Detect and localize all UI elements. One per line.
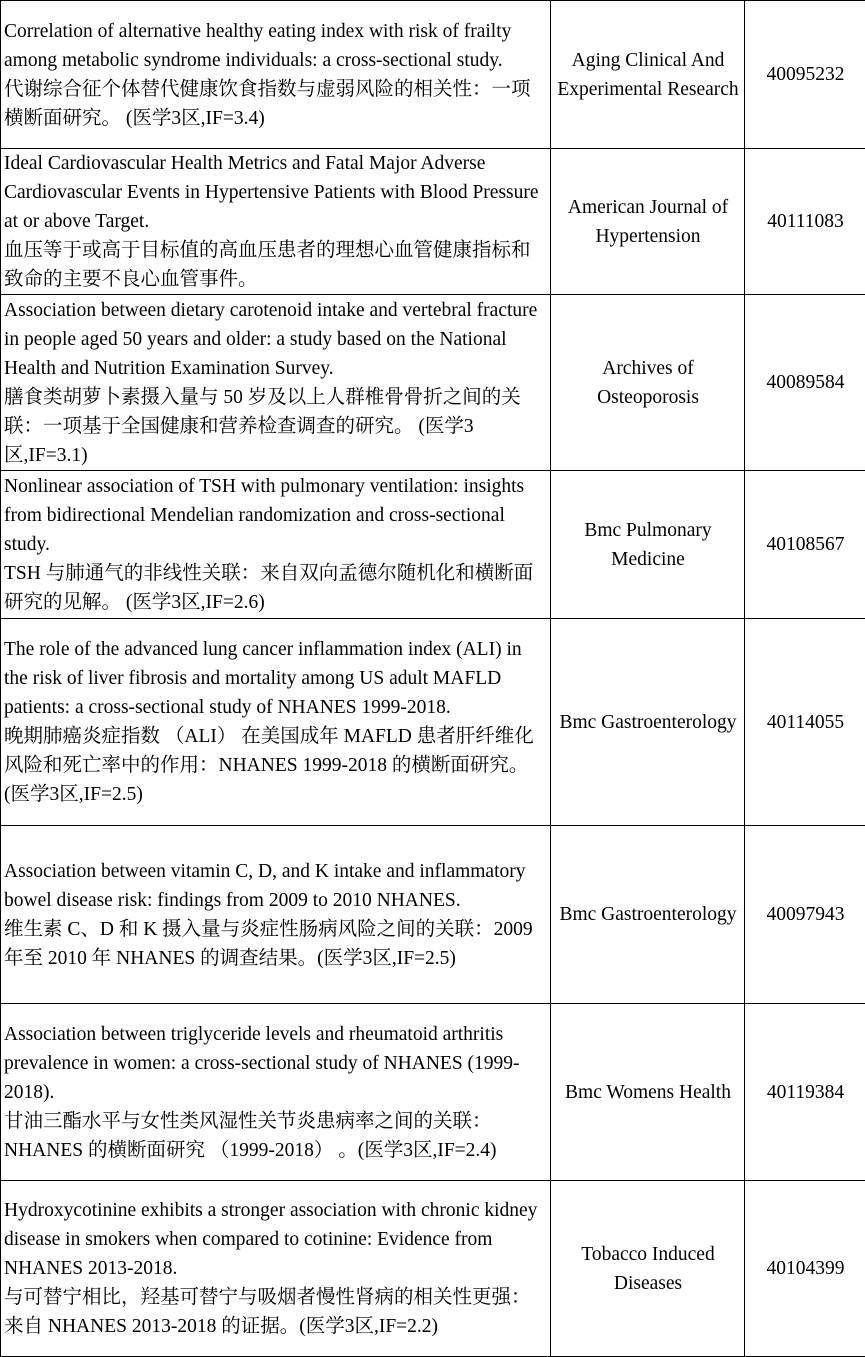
table-row [1,1181,865,1357]
journal-name: Archives of Osteoporosis [551,295,745,471]
paper-title-cell [1,619,551,826]
paper-title-zh: 膳食类胡萝卜素摄入量与 50 岁及以上人群椎骨骨折之间的关联：一项基于全国健康和营养检查调查的研究。 (医学3区,IF=3.1) [4,386,521,466]
paper-title-zh: TSH 与肺通气的非线性关联：来自双向孟德尔随机化和横断面研究的见解。 (医学3区,IF=2.6) [4,563,534,613]
journal-name: Bmc Gastroenterology [551,619,745,826]
paper-title-en: Association between triglyceride levels and rheumatoid arthritis prevalence in women: a cross-sectional study of NHANES (1999-2018). [4,1023,520,1103]
paper-title-zh: 维生素 C、D 和 K 摄入量与炎症性肠病风险之间的关联：2009 年至 2010 年 NHANES 的调查结果。(医学3区,IF=2.5) [4,918,533,969]
paper-id: 40104399 [745,1181,865,1357]
paper-title-zh: 甘油三酯水平与女性类风湿性关节炎患病率之间的关联：NHANES 的横断面研究 （1999-2018） 。(医学3区,IF=2.4) [4,1110,497,1161]
paper-id: 40119384 [745,1004,865,1181]
paper-id: 40114055 [745,619,865,826]
paper-title-en: Association between dietary carotenoid intake and vertebral fracture in people aged 50 years and older: a study based on the National Health and Nutrition Examination Survey. [4,299,538,379]
journal-name: Aging Clinical And Experimental Research [551,1,745,149]
paper-id: 40095232 [745,1,865,149]
paper-title-cell [1,826,551,1004]
paper-id: 40111083 [745,149,865,295]
paper-title-en: Association between vitamin C, D, and K intake and inflammatory bowel disease risk: findings from 2009 to 2010 NHANES. [4,860,526,911]
paper-title-cell [1,149,551,295]
paper-title-cell [1,471,551,619]
table-row [1,1004,865,1181]
paper-id: 40097943 [745,826,865,1004]
paper-title-en: The role of the advanced lung cancer inflammation index (ALI) in the risk of liver fibrosis and mortality among US adult MAFLD patients: a cross-sectional study of NHANES 1999-2018. [4,639,522,718]
paper-title-zh: 血压等于或高于目标值的高血压患者的理想心血管健康指标和致命的主要不良心血管事件。 [4,240,531,290]
journal-name: Tobacco Induced Diseases [551,1181,745,1357]
table-row [1,826,865,1004]
journal-name: Bmc Pulmonary Medicine [551,471,745,619]
journal-name: American Journal of Hypertension [551,149,745,295]
paper-title-cell [1,1,551,149]
paper-id: 40089584 [745,295,865,471]
table-row [1,1,865,149]
paper-title-cell [1,1181,551,1357]
paper-title-zh: 代谢综合征个体替代健康饮食指数与虚弱风险的相关性：一项横断面研究。 (医学3区,IF=3.4) [4,78,531,129]
paper-title-zh: 晚期肺癌炎症指数 （ALI） 在美国成年 MAFLD 患者肝纤维化风险和死亡率中的作用：NHANES 1999-2018 的横断面研究。(医学3区,IF=2.5) [4,726,534,805]
table-row [1,295,865,471]
paper-title-zh: 与可替宁相比，羟基可替宁与吸烟者慢性肾病的相关性更强：来自 NHANES 2013-2018 的证据。(医学3区,IF=2.2) [4,1287,531,1337]
paper-id: 40108567 [745,471,865,619]
paper-title-cell [1,295,551,471]
paper-title-cell [1,1004,551,1181]
paper-title-en: Correlation of alternative healthy eating index with risk of frailty among metabolic syndrome individuals: a cross-sectional study. [4,20,512,71]
table-row [1,149,865,295]
paper-title-en: Nonlinear association of TSH with pulmonary ventilation: insights from bidirectional Mendelian randomization and cross-sectional study. [4,476,525,555]
journal-name: Bmc Gastroenterology [551,826,745,1004]
paper-title-en: Ideal Cardiovascular Health Metrics and Fatal Major Adverse Cardiovascular Events in Hypertensive Patients with Blood Pressure at or above Target. [4,153,539,232]
table-row [1,619,865,826]
journal-name: Bmc Womens Health [551,1004,745,1181]
table-row [1,471,865,619]
paper-title-en: Hydroxycotinine exhibits a stronger association with chronic kidney disease in smokers when compared to cotinine: Evidence from NHANES 2013-2018. [4,1200,538,1279]
